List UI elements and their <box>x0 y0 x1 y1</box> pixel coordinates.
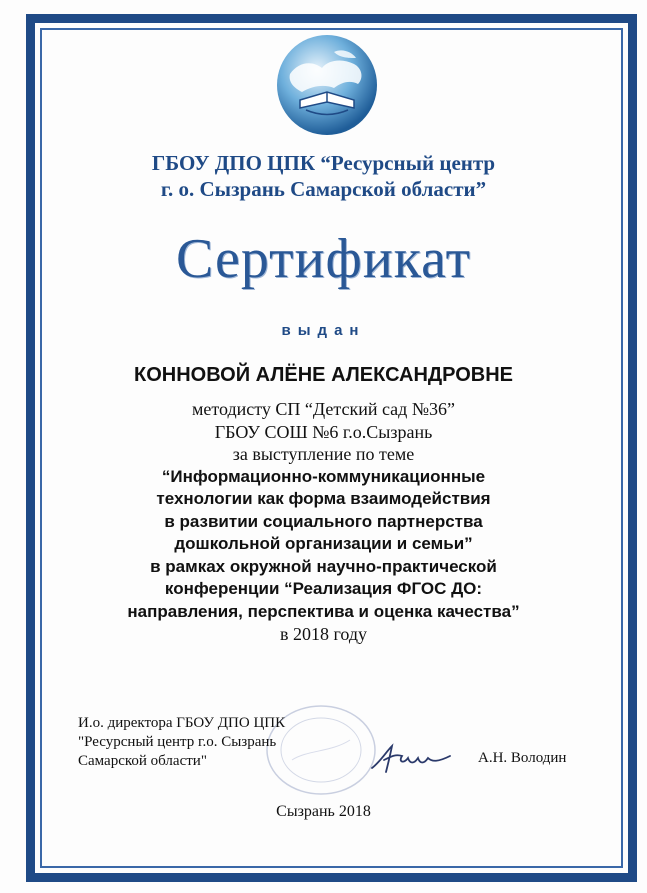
body-line: дошкольной организации и семьи” <box>174 534 473 553</box>
signatory-line-2: "Ресурсный центр г.о. Сызрань <box>78 734 277 750</box>
signature-icon <box>366 738 456 778</box>
place-and-year: Сызрань 2018 <box>276 803 371 820</box>
signatory-line-3: Самарской области" <box>78 753 207 769</box>
body-line: за выступление по теме <box>232 444 415 464</box>
body-line: направления, перспектива и оценка качества” <box>127 601 520 621</box>
issued-label: выдан <box>281 322 366 339</box>
body-line: технологии как форма взаимодействия <box>156 489 491 508</box>
body-line: конференции “Реализация ФГОС ДО: <box>164 579 483 598</box>
body-line: ГБОУ СОШ №6 г.о.Сызрань <box>214 421 433 442</box>
body-line: в развитии социального партнерства <box>164 511 483 531</box>
signatory-name: А.Н. Володин <box>478 750 567 766</box>
body-line: в 2018 году <box>279 624 368 644</box>
signatory-block <box>78 714 338 771</box>
body-line: методисту СП “Детский сад №36” <box>192 399 455 419</box>
globe-book-logo-icon <box>272 30 382 140</box>
recipient-name: КОННОВОЙ АЛЁНЕ АЛЕКСАНДРОВНЕ <box>133 364 514 386</box>
organization-line-2: г. о. Сызрань Самарской области” <box>160 177 487 201</box>
signatory-line-1: И.о. директора ГБОУ ДПО ЦПК <box>78 715 286 731</box>
body-line: “Информационно-коммуникационные <box>161 466 486 486</box>
certificate-body <box>60 398 587 646</box>
organization-line-1: ГБОУ ДПО ЦПК “Ресурсный центр <box>151 151 496 175</box>
certificate-title: Сертификат <box>175 228 472 290</box>
body-line: в рамках окружной научно-практической <box>150 556 497 576</box>
